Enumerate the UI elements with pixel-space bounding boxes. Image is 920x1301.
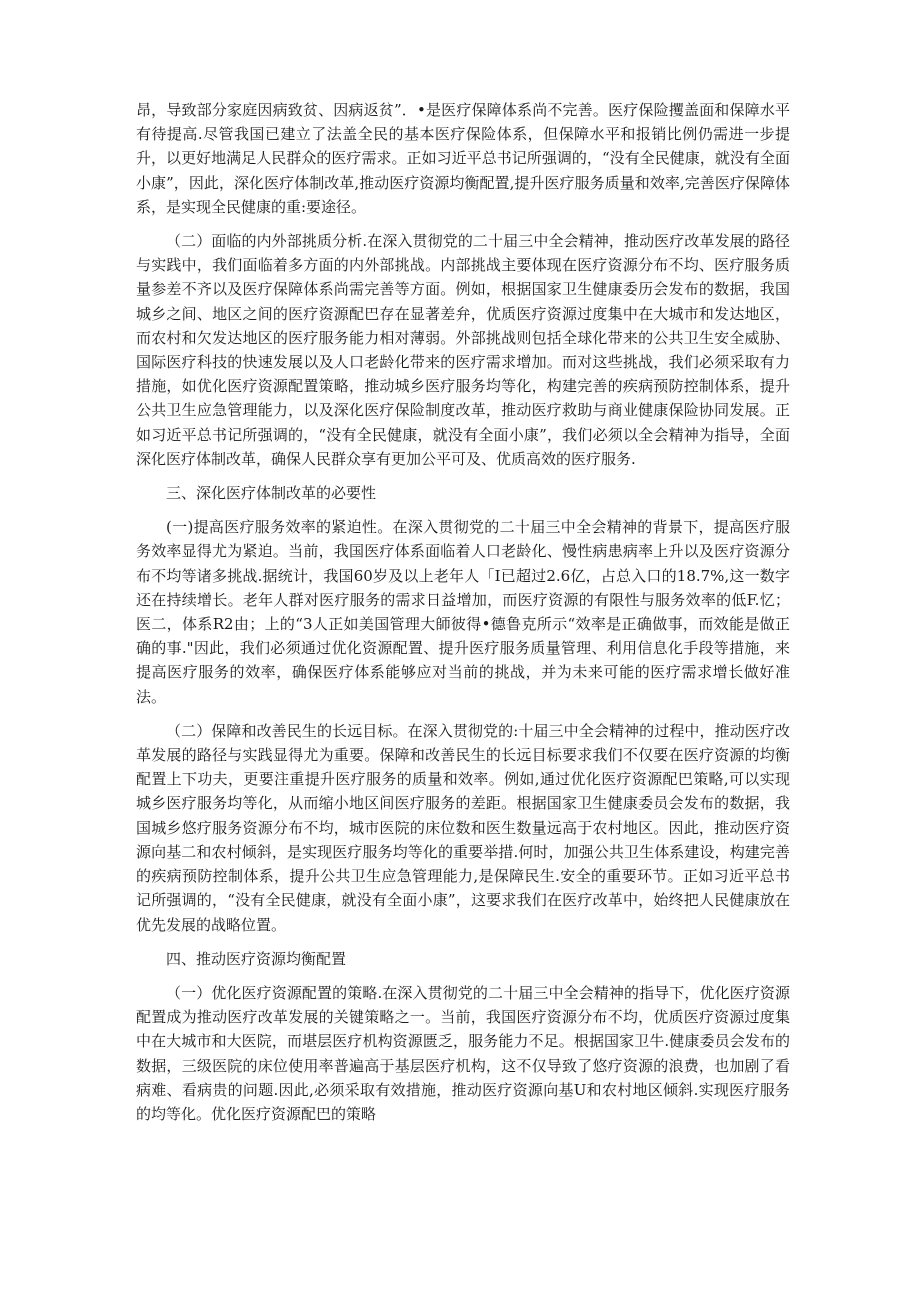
paragraph-resource-strategy: （一）优化医疗资源配置的策略.在深入贯彻党的二十届三中全会精神的指导下，优化医疗资源配置成为推动医疗改革发展的关键策略之一。当前，我国医疗资源分布不均，优质医疗资源过度集中在大城市和大医院，而堪层医疗机构资源匮乏，服务能力不足。根据国家卫牛.健康委员会发布的数据，三级医院的床位使用率普遍高于基层医疗机构，这不仅导致了悠疗资源的浪费，也加剧了看病难、看病贵的问题.因此,必须采取有效措施，推动医疗资源向基U和农村地区倾斜.实现医疗服务的均等化。优化医疗资源配巴的策略 — [136, 983, 790, 1123]
paragraph-livelihood-goals: （二）保障和改善民生的长远目标。在深入贯彻党的:十届三中全会精神的过程中，推动医疗改革发展的路径与实践显得尤为重要。保障和改善民生的长远目标要求我们不仅要在医疗资源的均衡配置上下功夫，更要注重提升医疗服务的质量和效率。例如,通过优化医疗资源配巴策略,可以实现城乡医疗服务均等化，从而缩小地区间医疗服务的差距。根据国家卫生健康委员会发布的数据，我国城乡悠疗服务资源分布不均，城市医院的床位数和医生数量远高于农村地区。因此，推动医疗资源向基二和农村倾斜，是实现医疗服务均等化的重要举措.何时，加强公共卫生体系建设，构建完善的疾病预防控制体系，提升公共卫生应急管理能力,是保障民生.安全的重要环节。正如习近平总书记所强调的，“没有全民健康，就没有全面小康”，这要求我们在医疗改革中，始终把人民健康放在优先发展的战略位置。 — [136, 721, 790, 934]
paragraph-intro-continuation: 昂，导致部分家庭因病致贫、因病返贫”．•是医疗保障体系尚不完善。医疗保险攫盖面和保障水平有待提高.尽管我国已建立了法盖全民的基本医疗保险体系，但保障水平和报销比例仍需进一步提升，以更好地满足人民群众的医疗需求。正如习近平总书记所强调的，“没有全民健康，就没有全面小康”，因此，深化医疗体制改革,推动医疗资源均衡配置,提升医疗服务质量和效率,完善医疗保障体系，是实现全民健康的重:要途径。 — [136, 101, 790, 216]
section-heading-4: 四、推动医疗资源均衡配置 — [166, 949, 347, 968]
paragraph-efficiency-urgency: (一)提高医疗服务效率的紧迫性。在深入贯彻党的二十届三中全会精神的背景下，提高医疗服务效率显得尤为紧迫。当前，我国医疗体系面临着人口老龄化、慢性病患病率上升以及医疗资源分布不均等诸多挑战.据统计，我国60岁及以上老年人「I已超过2.6亿，占总入口的18.7%,这一数字还在持续增长。老年人群对医疗服务的需求日益增加，而医疗资源的有限性与服务效率的低F.忆；医二，体系R2由；上的“3人正如美国管理大師彼得•德鲁克所示“效率是正确做事，而效能是做正确的事."因此，我们必须通过优化资源配置、提升医疗服务质量管理、利用信息化手段等措施，来提高医疗服务的效率，确保医疗体系能够应对当前的挑战，并为未来可能的医疗需求增长做好准法。 — [136, 518, 790, 706]
document-page — [136, 98, 790, 1136]
paragraph-challenges-analysis: （二）面临的内外部挑质分析.在深入贯彻党的二十届三中全会精神，推动医疗改革发展的路径与实践中，我们面临着多方面的内外部挑战。内部挑战主要体现在医疗资源分布不均、医疗服务质量参差不齐以及医疗保障体系尚需完善等方面。例如，根据国家卫生健康委历会发布的数据，我国城乡之间、地区之间的医疗资源配巴存在显著差弁，优质医疗资源过度集中在大城市和发达地区，而农村和欠发达地区的医疗服务能力相对薄弱。外部挑战则包括全球化带来的公共卫生安全威胁、国际医疗科技的快速发展以及人口老龄化带来的医疗需求增加。而对这些挑战，我们必须采取有力措施，如优化医疗资源配置策略，推动城乡医疗服务均等化，构建完善的疾病预防控制体系，提升公共卫生应急管理能力，以及深化医疗保险制度改革，推动医疗救助与商业健康保险协同发展。正如习近平总书记所强调的，“没有全民健康，就没有全面小康”，我们必须以全会精神为指导，全面深化医疗体制改革，确保人民群众享有更加公平可及、优质高效的医疗服务. — [136, 232, 790, 468]
section-heading-3: 三、深化医疗体制改革的必要性 — [166, 484, 377, 503]
